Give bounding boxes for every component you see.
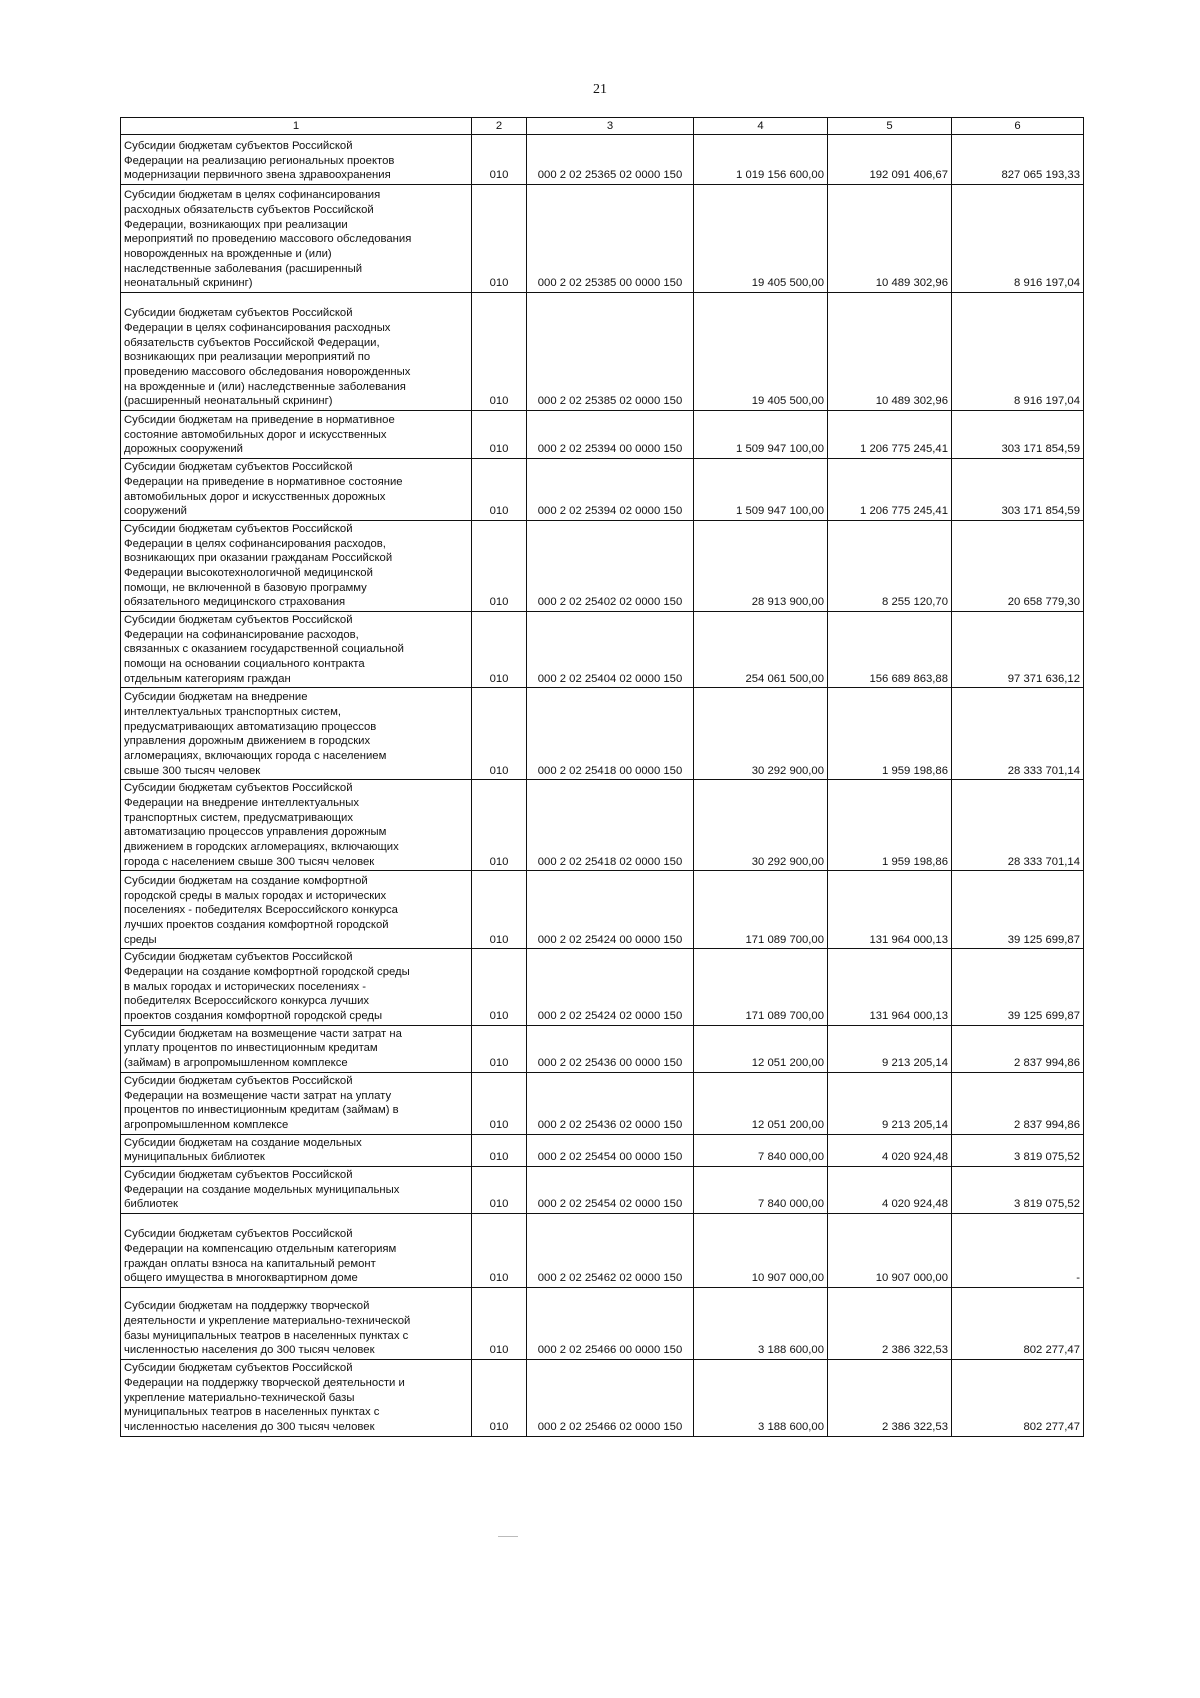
remaining-amount: 303 171 854,59 (952, 459, 1084, 521)
admin-code-cell: 010 (472, 1288, 527, 1360)
budget-classification-code: 000 2 02 25418 00 0000 150 (527, 688, 694, 780)
budget-classification-code: 000 2 02 25436 00 0000 150 (527, 1025, 694, 1072)
column-header: 2 (472, 118, 527, 135)
budget-classification-code: 000 2 02 25466 00 0000 150 (527, 1288, 694, 1360)
approved-amount: 1 509 947 100,00 (694, 411, 828, 459)
budget-classification-code: 000 2 02 25404 02 0000 150 (527, 612, 694, 688)
approved-amount: 28 913 900,00 (694, 521, 828, 612)
column-number-row (121, 118, 1084, 135)
budget-classification-code: 000 2 02 25424 02 0000 150 (527, 949, 694, 1025)
admin-code-cell: 010 (472, 1214, 527, 1288)
row-description: Субсидии бюджетам субъектов Российской Федерации в целях софинансирования расходных обязательств субъектов Российской Федерации, возникающих при реализации мероприятий по проведению массового обследования новорожденных на врожденные и (или) наследственные заболевания (расширенный неонатальный скрининг) (121, 293, 472, 411)
budget-classification-code: 000 2 02 25394 00 0000 150 (527, 411, 694, 459)
row-description: Субсидии бюджетам на внедрение интеллектуальных транспортных систем, предусматривающих автоматизацию процессов управления дорожным движением в городских агломерациях, включающих города с населением свыше 300 тысяч человек (121, 688, 472, 780)
table-row (121, 1360, 1084, 1436)
row-description: Субсидии бюджетам на создание комфортной городской среды в малых городах и исторических поселениях - победителях Всероссийского конкурса лучших проектов создания комфортной городской среды (121, 871, 472, 949)
table-row (121, 780, 1084, 871)
approved-amount: 7 840 000,00 (694, 1134, 828, 1166)
budget-classification-code: 000 2 02 25402 02 0000 150 (527, 521, 694, 612)
budget-classification-code: 000 2 02 25418 02 0000 150 (527, 780, 694, 871)
row-description: Субсидии бюджетам субъектов Российской Федерации на создание модельных муниципальных библиотек (121, 1167, 472, 1214)
row-description: Субсидии бюджетам на приведение в нормативное состояние автомобильных дорог и искусственных дорожных сооружений (121, 411, 472, 459)
approved-amount: 12 051 200,00 (694, 1072, 828, 1134)
approved-amount: 12 051 200,00 (694, 1025, 828, 1072)
executed-amount: 131 964 000,13 (828, 949, 952, 1025)
table-row (121, 521, 1084, 612)
approved-amount: 1 019 156 600,00 (694, 135, 828, 185)
executed-amount: 156 689 863,88 (828, 612, 952, 688)
executed-amount: 192 091 406,67 (828, 135, 952, 185)
admin-code-cell: 010 (472, 411, 527, 459)
table-row (121, 612, 1084, 688)
admin-code-cell: 010 (472, 1072, 527, 1134)
admin-code-cell: 010 (472, 185, 527, 293)
table-row (121, 293, 1084, 411)
row-description: Субсидии бюджетам субъектов Российской Федерации на создание комфортной городской среды в малых городах и исторических поселениях - победителях Всероссийского конкурса лучших проектов создания комфортной городской среды (121, 949, 472, 1025)
row-description: Субсидии бюджетам в целях софинансирования расходных обязательств субъектов Российской Федерации, возникающих при реализации мероприятий по проведению массового обследования новорожденных на врожденные и (или) наследственные заболевания (расширенный неонатальный скрининг) (121, 185, 472, 293)
executed-amount: 1 959 198,86 (828, 780, 952, 871)
table-row (121, 1134, 1084, 1166)
budget-revenue-table (120, 117, 1084, 1437)
table-body (121, 135, 1084, 1437)
remaining-amount: 3 819 075,52 (952, 1134, 1084, 1166)
approved-amount: 30 292 900,00 (694, 688, 828, 780)
executed-amount: 1 959 198,86 (828, 688, 952, 780)
approved-amount: 171 089 700,00 (694, 949, 828, 1025)
executed-amount: 2 386 322,53 (828, 1360, 952, 1436)
admin-code-cell: 010 (472, 949, 527, 1025)
budget-classification-code: 000 2 02 25385 02 0000 150 (527, 293, 694, 411)
table-row (121, 135, 1084, 185)
row-description: Субсидии бюджетам субъектов Российской Федерации на внедрение интеллектуальных транспортных систем, предусматривающих автоматизацию процессов управления дорожным движением в городских агломерациях, включающих города с населением свыше 300 тысяч человек (121, 780, 472, 871)
table-row (121, 871, 1084, 949)
table-row (121, 1214, 1084, 1288)
table-row (121, 1288, 1084, 1360)
executed-amount: 10 907 000,00 (828, 1214, 952, 1288)
approved-amount: 171 089 700,00 (694, 871, 828, 949)
page-number: 21 (593, 82, 607, 97)
budget-classification-code: 000 2 02 25436 02 0000 150 (527, 1072, 694, 1134)
executed-amount: 9 213 205,14 (828, 1025, 952, 1072)
budget-classification-code: 000 2 02 25466 02 0000 150 (527, 1360, 694, 1436)
column-header: 5 (828, 118, 952, 135)
budget-classification-code: 000 2 02 25394 02 0000 150 (527, 459, 694, 521)
table-row (121, 411, 1084, 459)
approved-amount: 3 188 600,00 (694, 1360, 828, 1436)
admin-code-cell: 010 (472, 1360, 527, 1436)
approved-amount: 254 061 500,00 (694, 612, 828, 688)
approved-amount: 10 907 000,00 (694, 1214, 828, 1288)
remaining-amount: 802 277,47 (952, 1360, 1084, 1436)
admin-code-cell: 010 (472, 688, 527, 780)
column-header: 4 (694, 118, 828, 135)
approved-amount: 3 188 600,00 (694, 1288, 828, 1360)
remaining-amount: 8 916 197,04 (952, 185, 1084, 293)
remaining-amount: 39 125 699,87 (952, 949, 1084, 1025)
executed-amount: 10 489 302,96 (828, 293, 952, 411)
admin-code-cell: 010 (472, 293, 527, 411)
executed-amount: 9 213 205,14 (828, 1072, 952, 1134)
budget-classification-code: 000 2 02 25385 00 0000 150 (527, 185, 694, 293)
column-header: 3 (527, 118, 694, 135)
approved-amount: 7 840 000,00 (694, 1167, 828, 1214)
executed-amount: 4 020 924,48 (828, 1134, 952, 1166)
admin-code-cell: 010 (472, 1134, 527, 1166)
row-description: Субсидии бюджетам субъектов Российской Федерации на реализацию региональных проектов модернизации первичного звена здравоохранения (121, 135, 472, 185)
budget-classification-code: 000 2 02 25462 02 0000 150 (527, 1214, 694, 1288)
column-header: 6 (952, 118, 1084, 135)
row-description: Субсидии бюджетам на возмещение части затрат на уплату процентов по инвестиционным кредитам (займам) в агропромышленном комплексе (121, 1025, 472, 1072)
row-description: Субсидии бюджетам субъектов Российской Федерации на софинансирование расходов, связанных с оказанием государственной социальной помощи на основании социального контракта отдельным категориям граждан (121, 612, 472, 688)
table-row (121, 185, 1084, 293)
admin-code-cell: 010 (472, 1025, 527, 1072)
executed-amount: 4 020 924,48 (828, 1167, 952, 1214)
remaining-amount: 303 171 854,59 (952, 411, 1084, 459)
budget-classification-code: 000 2 02 25454 00 0000 150 (527, 1134, 694, 1166)
row-description: Субсидии бюджетам субъектов Российской Федерации в целях софинансирования расходов, возникающих при оказании гражданам Российской Федерации высокотехнологичной медицинской помощи, не включенной в базовую программу обязательного медицинского страхования (121, 521, 472, 612)
remaining-amount: 28 333 701,14 (952, 780, 1084, 871)
budget-classification-code: 000 2 02 25424 00 0000 150 (527, 871, 694, 949)
remaining-amount: 20 658 779,30 (952, 521, 1084, 612)
approved-amount: 1 509 947 100,00 (694, 459, 828, 521)
table-row (121, 1025, 1084, 1072)
row-description: Субсидии бюджетам субъектов Российской Федерации на возмещение части затрат на уплату процентов по инвестиционным кредитам (займам) в агропромышленном комплексе (121, 1072, 472, 1134)
budget-classification-code: 000 2 02 25365 02 0000 150 (527, 135, 694, 185)
executed-amount: 2 386 322,53 (828, 1288, 952, 1360)
row-description: Субсидии бюджетам субъектов Российской Федерации на компенсацию отдельным категориям граждан оплаты взноса на капитальный ремонт общего имущества в многоквартирном доме (121, 1214, 472, 1288)
approved-amount: 19 405 500,00 (694, 293, 828, 411)
row-description: Субсидии бюджетам субъектов Российской Федерации на поддержку творческой деятельности и укрепление материально-технической базы муниципальных театров в населенных пунктах с численностью населения до 300 тысяч человек (121, 1360, 472, 1436)
remaining-amount: 8 916 197,04 (952, 293, 1084, 411)
admin-code-cell: 010 (472, 871, 527, 949)
scan-artifact (498, 1536, 518, 1537)
executed-amount: 8 255 120,70 (828, 521, 952, 612)
remaining-amount: - (952, 1214, 1084, 1288)
remaining-amount: 97 371 636,12 (952, 612, 1084, 688)
approved-amount: 30 292 900,00 (694, 780, 828, 871)
approved-amount: 19 405 500,00 (694, 185, 828, 293)
table-row (121, 688, 1084, 780)
admin-code-cell: 010 (472, 612, 527, 688)
row-description: Субсидии бюджетам на поддержку творческой деятельности и укрепление материально-технической базы муниципальных театров в населенных пунктах с численностью населения до 300 тысяч человек (121, 1288, 472, 1360)
admin-code-cell: 010 (472, 459, 527, 521)
remaining-amount: 39 125 699,87 (952, 871, 1084, 949)
admin-code-cell: 010 (472, 135, 527, 185)
executed-amount: 1 206 775 245,41 (828, 411, 952, 459)
table-row (121, 949, 1084, 1025)
remaining-amount: 802 277,47 (952, 1288, 1084, 1360)
table-row (121, 1072, 1084, 1134)
admin-code-cell: 010 (472, 521, 527, 612)
executed-amount: 131 964 000,13 (828, 871, 952, 949)
remaining-amount: 3 819 075,52 (952, 1167, 1084, 1214)
executed-amount: 1 206 775 245,41 (828, 459, 952, 521)
remaining-amount: 827 065 193,33 (952, 135, 1084, 185)
remaining-amount: 2 837 994,86 (952, 1072, 1084, 1134)
column-header: 1 (121, 118, 472, 135)
remaining-amount: 28 333 701,14 (952, 688, 1084, 780)
table-row (121, 459, 1084, 521)
remaining-amount: 2 837 994,86 (952, 1025, 1084, 1072)
row-description: Субсидии бюджетам на создание модельных муниципальных библиотек (121, 1134, 472, 1166)
table-row (121, 1167, 1084, 1214)
budget-classification-code: 000 2 02 25454 02 0000 150 (527, 1167, 694, 1214)
executed-amount: 10 489 302,96 (828, 185, 952, 293)
admin-code-cell: 010 (472, 780, 527, 871)
admin-code-cell: 010 (472, 1167, 527, 1214)
row-description: Субсидии бюджетам субъектов Российской Федерации на приведение в нормативное состояние автомобильных дорог и искусственных дорожных сооружений (121, 459, 472, 521)
